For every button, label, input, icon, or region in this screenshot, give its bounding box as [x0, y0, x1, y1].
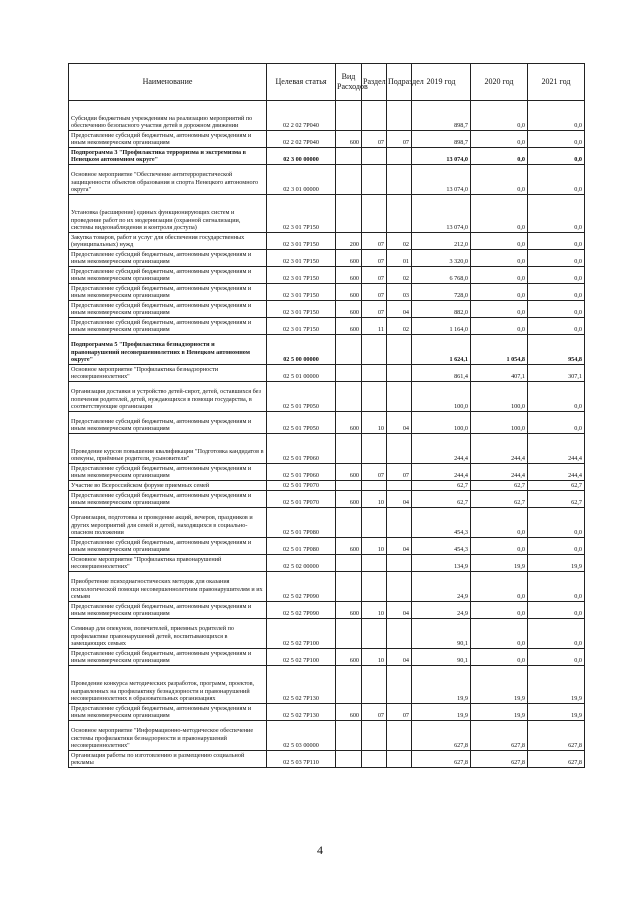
cell-subsection [387, 572, 412, 602]
cell-2020: 0,0 [471, 508, 528, 538]
cell-target: 02 5 01 7Р080 [267, 508, 336, 538]
cell-2021: 0,0 [528, 508, 585, 538]
cell-type: 600 [336, 491, 362, 508]
table-row [69, 250, 585, 267]
cell-name: Проведение конкурса методических разработок, программ, проектов, направленных на профилактику безнадзорности и правонарушений несовершеннолетних в образовательных организациях [69, 666, 267, 704]
cell-2021: 0,0 [528, 131, 585, 148]
cell-section: 07 [362, 704, 387, 721]
cell-subsection [387, 555, 412, 572]
cell-2020: 627,8 [471, 751, 528, 768]
cell-subsection [387, 721, 412, 751]
table-row [69, 666, 585, 704]
cell-subsection [387, 382, 412, 412]
cell-type [336, 508, 362, 538]
cell-2019: 24,9 [412, 602, 471, 619]
cell-type [336, 666, 362, 704]
cell-2021: 0,0 [528, 538, 585, 555]
table-row [69, 649, 585, 666]
budget-table-sheet [68, 63, 584, 768]
cell-section [362, 572, 387, 602]
cell-target: 02 5 01 00000 [267, 365, 336, 382]
cell-section [362, 508, 387, 538]
cell-name: Организация работы по изготовлению и размещению социальной рекламы [69, 751, 267, 768]
cell-2021: 0,0 [528, 148, 585, 165]
table-row [69, 508, 585, 538]
cell-2019: 454,3 [412, 538, 471, 555]
cell-name: Проведение курсов повышения квалификации "Подготовка кандидатов в опекуны, приёмные родители, усыновители" [69, 434, 267, 464]
cell-subsection: 07 [387, 464, 412, 481]
cell-2019: 134,9 [412, 555, 471, 572]
cell-name: Участие во Всероссийском форуме приемных семей [69, 481, 267, 491]
table-row [69, 572, 585, 602]
cell-name: Предоставление субсидий бюджетным, автономным учреждениям и иным некоммерческим организациям [69, 301, 267, 318]
cell-2019: 627,8 [412, 751, 471, 768]
header-2021: 2021 год [528, 64, 585, 101]
cell-section: 07 [362, 301, 387, 318]
cell-2020: 0,0 [471, 267, 528, 284]
cell-target: 02 3 01 7Р150 [267, 267, 336, 284]
cell-2021: 0,0 [528, 649, 585, 666]
cell-2021: 0,0 [528, 572, 585, 602]
header-type: Вид Расходов [336, 64, 362, 101]
cell-subsection [387, 666, 412, 704]
cell-2020: 0,0 [471, 131, 528, 148]
table-body [69, 101, 585, 768]
cell-2020: 0,0 [471, 195, 528, 233]
cell-2020: 19,9 [471, 704, 528, 721]
cell-2020: 0,0 [471, 148, 528, 165]
cell-type: 200 [336, 233, 362, 250]
cell-target: 02 5 02 7Р130 [267, 666, 336, 704]
cell-type: 600 [336, 318, 362, 335]
cell-name: Предоставление субсидий бюджетным, автономным учреждениям и иным некоммерческим организациям [69, 131, 267, 148]
cell-name: Предоставление субсидий бюджетным, автономным учреждениям и иным некоммерческим организациям [69, 284, 267, 301]
cell-name: Организация, подготовка и проведение акций, вечеров, праздников и других мероприятий для семей и детей, находящихся в социально-опасном положении [69, 508, 267, 538]
header-target: Целевая статья [267, 64, 336, 101]
cell-2021: 0,0 [528, 165, 585, 195]
cell-2019: 62,7 [412, 491, 471, 508]
table-row [69, 267, 585, 284]
cell-name: Закупка товаров, работ и услуг для обеспечения государственных (муниципальных) нужд [69, 233, 267, 250]
cell-target: 02 3 01 7Р150 [267, 195, 336, 233]
cell-section [362, 555, 387, 572]
cell-2021: 0,0 [528, 602, 585, 619]
cell-section [362, 666, 387, 704]
cell-target: 02 5 01 7Р080 [267, 538, 336, 555]
cell-target: 02 5 02 7Р100 [267, 619, 336, 649]
cell-target: 02 5 02 7Р090 [267, 602, 336, 619]
cell-target: 02 3 00 00000 [267, 148, 336, 165]
cell-subsection [387, 434, 412, 464]
cell-section [362, 434, 387, 464]
cell-type [336, 165, 362, 195]
cell-section: 07 [362, 233, 387, 250]
cell-type: 600 [336, 412, 362, 434]
cell-type [336, 101, 362, 131]
cell-2019: 898,7 [412, 101, 471, 131]
cell-type [336, 721, 362, 751]
table-row [69, 101, 585, 131]
cell-2021: 0,0 [528, 233, 585, 250]
cell-2021: 0,0 [528, 619, 585, 649]
cell-2020: 0,0 [471, 619, 528, 649]
cell-target: 02 5 02 7Р100 [267, 649, 336, 666]
cell-2021: 0,0 [528, 250, 585, 267]
cell-2020: 0,0 [471, 250, 528, 267]
cell-target: 02 5 03 00000 [267, 721, 336, 751]
cell-name: Основное мероприятие "Профилактика правонарушений несовершеннолетних" [69, 555, 267, 572]
cell-name: Предоставление субсидий бюджетным, автономным учреждениям и иным некоммерческим организациям [69, 412, 267, 434]
cell-type [336, 555, 362, 572]
cell-name: Подпрограмма 3 "Профилактика терроризма и экстремизма в Ненецком автономном округе" [69, 148, 267, 165]
cell-section: 10 [362, 412, 387, 434]
table-row [69, 721, 585, 751]
cell-type: 600 [336, 464, 362, 481]
cell-target: 02 3 01 7Р150 [267, 301, 336, 318]
cell-2019: 13 074,0 [412, 195, 471, 233]
cell-section [362, 195, 387, 233]
cell-subsection: 02 [387, 267, 412, 284]
cell-type [336, 481, 362, 491]
cell-name: Предоставление субсидий бюджетным, автономным учреждениям и иным некоммерческим организациям [69, 250, 267, 267]
cell-2021: 0,0 [528, 412, 585, 434]
cell-2019: 3 320,0 [412, 250, 471, 267]
cell-subsection [387, 165, 412, 195]
cell-2021: 62,7 [528, 491, 585, 508]
cell-name: Предоставление субсидий бюджетным, автономным учреждениям и иным некоммерческим организациям [69, 649, 267, 666]
cell-section [362, 101, 387, 131]
cell-section: 07 [362, 250, 387, 267]
cell-target: 02 5 01 7Р070 [267, 491, 336, 508]
cell-subsection: 03 [387, 284, 412, 301]
table-row [69, 412, 585, 434]
cell-2020: 0,0 [471, 649, 528, 666]
table-row [69, 602, 585, 619]
cell-target: 02 3 01 7Р150 [267, 318, 336, 335]
cell-section [362, 382, 387, 412]
cell-2019: 13 074,0 [412, 165, 471, 195]
cell-section: 11 [362, 318, 387, 335]
cell-2019: 62,7 [412, 481, 471, 491]
cell-name: Основное мероприятие "Информационно-методическое обеспечение системы профилактики безнадзорности и правонарушений несовершеннолетних" [69, 721, 267, 751]
cell-2019: 454,3 [412, 508, 471, 538]
cell-2020: 62,7 [471, 481, 528, 491]
cell-2020: 244,4 [471, 464, 528, 481]
cell-2019: 728,0 [412, 284, 471, 301]
cell-subsection [387, 365, 412, 382]
cell-target: 02 3 01 7Р150 [267, 250, 336, 267]
cell-subsection: 04 [387, 491, 412, 508]
cell-type [336, 751, 362, 768]
cell-2020: 407,1 [471, 365, 528, 382]
cell-section: 10 [362, 602, 387, 619]
cell-2019: 882,0 [412, 301, 471, 318]
cell-2021: 0,0 [528, 382, 585, 412]
cell-2019: 100,0 [412, 382, 471, 412]
cell-subsection [387, 195, 412, 233]
cell-name: Приобретение психодиагностических методик для оказания психологической помощи несовершеннолетним правонарушителям и их семьям [69, 572, 267, 602]
table-row [69, 538, 585, 555]
cell-2019: 6 768,0 [412, 267, 471, 284]
cell-name: Субсидии бюджетным учреждениям на реализацию мероприятий по обеспечению безопасного участия детей в дорожном движении [69, 101, 267, 131]
cell-2020: 0,0 [471, 101, 528, 131]
cell-subsection [387, 481, 412, 491]
cell-section [362, 751, 387, 768]
cell-subsection: 04 [387, 538, 412, 555]
table-row [69, 464, 585, 481]
cell-subsection: 07 [387, 131, 412, 148]
cell-target: 02 5 01 7Р060 [267, 464, 336, 481]
cell-2020: 0,0 [471, 301, 528, 318]
cell-subsection: 02 [387, 318, 412, 335]
table-row [69, 619, 585, 649]
table-row [69, 382, 585, 412]
cell-section: 07 [362, 267, 387, 284]
cell-2021: 627,8 [528, 721, 585, 751]
cell-2021: 0,0 [528, 267, 585, 284]
cell-subsection [387, 148, 412, 165]
cell-target: 02 2 02 7Р040 [267, 131, 336, 148]
cell-target: 02 2 02 7Р040 [267, 101, 336, 131]
cell-2019: 19,9 [412, 704, 471, 721]
cell-type: 600 [336, 267, 362, 284]
cell-section: 10 [362, 649, 387, 666]
cell-2019: 627,8 [412, 721, 471, 751]
cell-type: 600 [336, 301, 362, 318]
cell-2019: 212,0 [412, 233, 471, 250]
cell-2021: 0,0 [528, 301, 585, 318]
cell-name: Предоставление субсидий бюджетным, автономным учреждениям и иным некоммерческим организациям [69, 267, 267, 284]
cell-subsection [387, 101, 412, 131]
cell-subsection [387, 751, 412, 768]
cell-subsection [387, 335, 412, 365]
cell-section: 07 [362, 464, 387, 481]
header-name: Наименование [69, 64, 267, 101]
cell-2021: 0,0 [528, 195, 585, 233]
table-row [69, 751, 585, 768]
cell-type [336, 619, 362, 649]
cell-target: 02 3 01 7Р150 [267, 284, 336, 301]
cell-name: Предоставление субсидий бюджетным, автономным учреждениям и иным некоммерческим организациям [69, 318, 267, 335]
cell-type [336, 382, 362, 412]
table-row [69, 704, 585, 721]
cell-2020: 0,0 [471, 233, 528, 250]
cell-section: 10 [362, 491, 387, 508]
cell-2020: 0,0 [471, 538, 528, 555]
table-row [69, 481, 585, 491]
cell-type [336, 572, 362, 602]
cell-2021: 19,9 [528, 555, 585, 572]
table-row [69, 335, 585, 365]
cell-type: 600 [336, 704, 362, 721]
header-2019: 2019 год [412, 64, 471, 101]
cell-2021: 307,1 [528, 365, 585, 382]
cell-type [336, 148, 362, 165]
cell-2020: 100,0 [471, 382, 528, 412]
cell-subsection: 04 [387, 301, 412, 318]
cell-subsection: 04 [387, 602, 412, 619]
cell-2019: 861,4 [412, 365, 471, 382]
cell-2020: 19,9 [471, 666, 528, 704]
cell-target: 02 5 02 7Р090 [267, 572, 336, 602]
cell-2020: 19,9 [471, 555, 528, 572]
cell-section: 07 [362, 131, 387, 148]
cell-section [362, 335, 387, 365]
table-row [69, 165, 585, 195]
cell-name: Предоставление субсидий бюджетным, автономным учреждениям и иным некоммерческим организациям [69, 538, 267, 555]
table-row [69, 195, 585, 233]
cell-2020: 0,0 [471, 165, 528, 195]
cell-type [336, 195, 362, 233]
cell-subsection: 04 [387, 649, 412, 666]
cell-2020: 244,4 [471, 434, 528, 464]
cell-subsection: 04 [387, 412, 412, 434]
cell-target: 02 5 02 7Р130 [267, 704, 336, 721]
cell-section [362, 619, 387, 649]
cell-2020: 627,8 [471, 721, 528, 751]
cell-2019: 90,1 [412, 619, 471, 649]
cell-2021: 244,4 [528, 434, 585, 464]
page-number: 4 [317, 843, 323, 857]
budget-table [68, 63, 585, 768]
cell-name: Предоставление субсидий бюджетным, автономным учреждениям и иным некоммерческим организациям [69, 491, 267, 508]
cell-2021: 0,0 [528, 101, 585, 131]
table-row [69, 365, 585, 382]
cell-type: 600 [336, 602, 362, 619]
cell-2020: 1 054,8 [471, 335, 528, 365]
cell-name: Основное мероприятие "Профилактика безнадзорности несовершеннолетних" [69, 365, 267, 382]
cell-2019: 24,9 [412, 572, 471, 602]
cell-2021: 0,0 [528, 318, 585, 335]
cell-target: 02 3 01 7Р150 [267, 233, 336, 250]
cell-target: 02 5 03 7Р110 [267, 751, 336, 768]
cell-name: Предоставление субсидий бюджетным, автономным учреждениям и иным некоммерческим организациям [69, 602, 267, 619]
cell-name: Организация доставки и устройство детей-сирот, детей, оставшихся без попечения родителей, детей, нуждающихся в помощи государства, в соответствующие организации [69, 382, 267, 412]
cell-type: 600 [336, 250, 362, 267]
cell-name: Предоставление субсидий бюджетным, автономным учреждениям и иным некоммерческим организациям [69, 704, 267, 721]
cell-target: 02 5 01 7Р070 [267, 481, 336, 491]
cell-target: 02 5 01 7Р060 [267, 434, 336, 464]
cell-target: 02 5 00 00000 [267, 335, 336, 365]
table-row [69, 233, 585, 250]
table-row [69, 491, 585, 508]
table-row [69, 555, 585, 572]
cell-name: Семинар для опекунов, попечителей, приемных родителей по профилактике правонарушений детей, воспитывающихся в замещающих семьях [69, 619, 267, 649]
table-header-row [69, 64, 585, 101]
cell-section: 07 [362, 284, 387, 301]
cell-subsection: 02 [387, 233, 412, 250]
cell-2019: 19,9 [412, 666, 471, 704]
cell-2019: 100,0 [412, 412, 471, 434]
cell-2019: 244,4 [412, 434, 471, 464]
cell-2021: 62,7 [528, 481, 585, 491]
table-row [69, 148, 585, 165]
cell-section [362, 481, 387, 491]
cell-subsection [387, 508, 412, 538]
cell-target: 02 5 01 7Р050 [267, 412, 336, 434]
cell-section [362, 165, 387, 195]
cell-subsection [387, 619, 412, 649]
table-row [69, 131, 585, 148]
cell-2020: 0,0 [471, 572, 528, 602]
cell-name: Подпрограмма 5 "Профилактика безнадзорности и правонарушений несовершеннолетних в Ненецком автономном округе" [69, 335, 267, 365]
table-row [69, 434, 585, 464]
cell-target: 02 5 02 00000 [267, 555, 336, 572]
cell-2021: 627,8 [528, 751, 585, 768]
header-2020: 2020 год [471, 64, 528, 101]
cell-2021: 244,4 [528, 464, 585, 481]
cell-2019: 898,7 [412, 131, 471, 148]
cell-section: 10 [362, 538, 387, 555]
cell-target: 02 5 01 7Р050 [267, 382, 336, 412]
cell-2019: 13 074,0 [412, 148, 471, 165]
cell-2021: 19,9 [528, 704, 585, 721]
cell-section [362, 148, 387, 165]
cell-2021: 954,8 [528, 335, 585, 365]
cell-2019: 244,4 [412, 464, 471, 481]
cell-type: 600 [336, 649, 362, 666]
cell-type [336, 434, 362, 464]
cell-name: Установка (расширение) единых функционирующих систем и проведение работ по их модернизации (охранной сигнализации, системы видеонаблюдения и контроля доступа) [69, 195, 267, 233]
cell-2021: 19,9 [528, 666, 585, 704]
cell-subsection: 01 [387, 250, 412, 267]
cell-2020: 0,0 [471, 318, 528, 335]
cell-2021: 0,0 [528, 284, 585, 301]
cell-2020: 0,0 [471, 284, 528, 301]
cell-name: Основное мероприятие "Обеспечение антитеррористической защищенности объектов образования и спорта Ненецкого автономного округа" [69, 165, 267, 195]
cell-subsection: 07 [387, 704, 412, 721]
cell-section [362, 365, 387, 382]
table-row [69, 301, 585, 318]
cell-2019: 1 164,0 [412, 318, 471, 335]
cell-2020: 100,0 [471, 412, 528, 434]
table-row [69, 284, 585, 301]
cell-type: 600 [336, 538, 362, 555]
header-section: Раздел [362, 64, 387, 101]
cell-target: 02 3 01 00000 [267, 165, 336, 195]
header-subsection: Подраздел [387, 64, 412, 101]
cell-2019: 1 624,1 [412, 335, 471, 365]
cell-name: Предоставление субсидий бюджетным, автономным учреждениям и иным некоммерческим организациям [69, 464, 267, 481]
table-row [69, 318, 585, 335]
cell-section [362, 721, 387, 751]
cell-2020: 0,0 [471, 602, 528, 619]
cell-type: 600 [336, 131, 362, 148]
cell-type [336, 335, 362, 365]
cell-type: 600 [336, 284, 362, 301]
cell-2019: 90,1 [412, 649, 471, 666]
cell-2020: 62,7 [471, 491, 528, 508]
cell-type [336, 365, 362, 382]
